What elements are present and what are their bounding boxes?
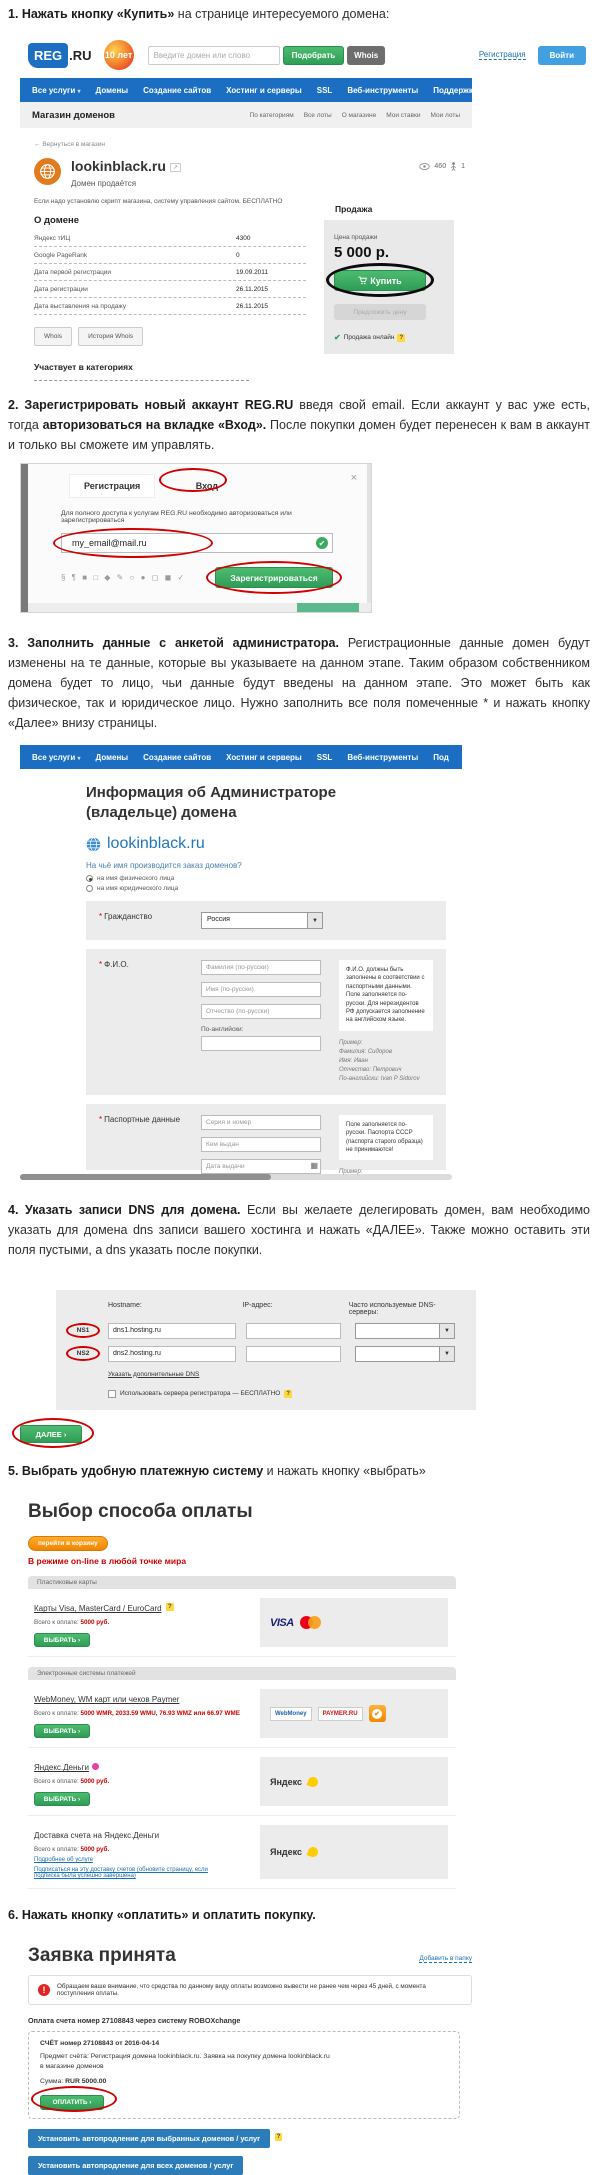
nav-item-domains[interactable]: Домены bbox=[95, 752, 129, 762]
method-yandex-money-link[interactable]: Яндекс.Деньги bbox=[34, 1763, 89, 1773]
example-line: Отчество: Петрович bbox=[339, 1066, 402, 1073]
table-row bbox=[34, 281, 306, 298]
domain-status: Домен продаётся bbox=[71, 179, 137, 188]
chevron-down-icon: ▾ bbox=[77, 755, 81, 762]
select-value bbox=[356, 1324, 439, 1338]
step2-text2: После покупки домен будет перенесен к вам в аккаунт и только вы сможете им управлять. bbox=[8, 418, 590, 452]
subnav-my-lots[interactable]: Мои лоты bbox=[430, 111, 460, 119]
service-details-link[interactable]: Подробнее об услуге bbox=[34, 1857, 94, 1864]
nav-item-domains[interactable]: Домены bbox=[95, 85, 129, 95]
ns1-dns-select[interactable] bbox=[355, 1323, 455, 1339]
total-label: Всего к оплате: bbox=[34, 1710, 79, 1718]
visa-logo: VISA bbox=[270, 1616, 294, 1629]
example-label: Пример: bbox=[339, 1039, 363, 1046]
yandex-logos bbox=[260, 1757, 448, 1806]
webmoney-logos bbox=[260, 1689, 448, 1738]
eye-icon bbox=[419, 163, 430, 170]
nav-item-all-services[interactable] bbox=[32, 86, 81, 95]
step5-bold: 5. Выбрать удобную платежную систему bbox=[8, 1464, 264, 1479]
step1-text bbox=[0, 0, 600, 30]
required-mark: * bbox=[99, 960, 103, 969]
step4-bold: 4. Указать записи DNS для домена. bbox=[8, 1202, 241, 1217]
registration-link[interactable]: Регистрация bbox=[478, 50, 526, 59]
domain-search-input[interactable] bbox=[148, 46, 280, 65]
step2-text1: введя свой email. Если аккаунт у вас уже есть, тогда bbox=[8, 398, 591, 432]
whois-header-button[interactable]: Whois bbox=[347, 46, 385, 65]
nav-item-support[interactable]: Поддержка bbox=[433, 85, 478, 95]
example-line: Имя: Иван bbox=[339, 1057, 368, 1064]
yandex-logo: Яндекс bbox=[270, 1776, 303, 1787]
screenshot-order-accepted bbox=[20, 1945, 590, 2175]
nav-item-hosting[interactable]: Хостинг и серверы bbox=[226, 85, 302, 95]
table-row bbox=[34, 247, 306, 264]
row-value: 4300 bbox=[236, 234, 251, 242]
nav-label: Все услуги bbox=[32, 752, 76, 762]
passport-section bbox=[86, 1104, 446, 1176]
firstname-input[interactable] bbox=[201, 982, 321, 997]
order-accepted-title: Заявка принята bbox=[28, 1945, 176, 1967]
email-input[interactable] bbox=[61, 533, 333, 553]
group-plastic-cards: Пластиковые карты bbox=[28, 1576, 456, 1589]
example-line: По-английски: Ivan P Sidorov bbox=[339, 1075, 420, 1082]
step1-rest: на странице интересуемого домена: bbox=[174, 7, 390, 21]
anniversary-badge: 10 лет bbox=[104, 40, 134, 70]
radio-company-label: на имя юридического лица bbox=[97, 885, 179, 892]
tab-login[interactable]: Вход bbox=[195, 481, 219, 491]
surname-input[interactable] bbox=[201, 960, 321, 975]
english-name-input[interactable] bbox=[201, 1036, 321, 1051]
guarantee-badge-icon: ✔ bbox=[369, 1705, 386, 1722]
radio-individual[interactable] bbox=[86, 875, 93, 882]
required-mark: * bbox=[99, 912, 103, 921]
payment-method-row bbox=[28, 1680, 456, 1748]
autorenew-selected-button[interactable]: Установить автопродление для выбранных доменов / услуг bbox=[28, 2129, 270, 2148]
nav-item-all-services[interactable] bbox=[32, 753, 81, 762]
globe-icon bbox=[86, 837, 101, 852]
payment-title: Выбор способа оплаты bbox=[28, 1501, 253, 1523]
regru-logo[interactable] bbox=[28, 43, 92, 68]
order-question: На чьё имя производится заказ доменов? bbox=[86, 861, 242, 870]
example-line: Фамилия: Сидоров bbox=[339, 1048, 392, 1055]
method-visa-link[interactable]: Карты Visa, MasterCard / EuroCard bbox=[34, 1604, 162, 1614]
dns-servers-header: Часто используемые DNS-серверы: bbox=[348, 1301, 436, 1316]
total-label: Всего к оплате: bbox=[34, 1778, 79, 1786]
citizenship-section bbox=[86, 901, 446, 940]
online-sale-label: Продажа онлайн bbox=[343, 334, 395, 341]
passport-issued-input[interactable] bbox=[201, 1137, 321, 1152]
nav-item-site-building[interactable]: Создание сайтов bbox=[143, 752, 212, 762]
back-arrow-icon: ← bbox=[34, 141, 41, 148]
main-nav bbox=[20, 745, 462, 769]
card-logos bbox=[260, 1598, 448, 1647]
find-domain-button[interactable]: Подобрать bbox=[283, 46, 345, 65]
sale-panel bbox=[324, 198, 454, 381]
radio-individual-label: на имя физического лица bbox=[97, 875, 175, 882]
calendar-icon[interactable]: ▦ bbox=[310, 1160, 318, 1170]
row-label: Дата выставления на продажу bbox=[34, 302, 127, 310]
subnav-by-categories[interactable]: По категориям bbox=[249, 111, 294, 119]
sale-tab[interactable]: Продажа bbox=[324, 198, 383, 220]
login-button[interactable]: Войти bbox=[538, 46, 586, 65]
passport-date-input[interactable] bbox=[201, 1159, 321, 1174]
subscribe-delivery-link[interactable]: Подписаться на эту доставку счетов (обновите страницу, если подписка была успешно завершена) bbox=[34, 1867, 208, 1880]
social-login-icons[interactable]: § ¶ ■ □ ◆ ✎ ○ ● ◻ ◼ ✓ bbox=[61, 573, 187, 582]
nav-item-site-building[interactable]: Создание сайтов bbox=[143, 85, 212, 95]
ns2-hostname-input[interactable] bbox=[108, 1346, 236, 1362]
choose-button[interactable]: ВЫБРАТЬ › bbox=[34, 1792, 90, 1806]
payment-method-row bbox=[28, 1589, 456, 1657]
ns2-dns-select[interactable] bbox=[355, 1346, 455, 1362]
add-dns-link[interactable]: Указать дополнительные DNS bbox=[108, 1370, 200, 1378]
total-label: Всего к оплате: bbox=[34, 1619, 79, 1627]
fio-section bbox=[86, 949, 446, 1095]
step3-text bbox=[0, 629, 600, 739]
screenshot-domain-page bbox=[20, 34, 590, 381]
whois-button[interactable]: Whois bbox=[34, 327, 72, 346]
back-to-store[interactable] bbox=[34, 141, 590, 148]
screenshot-admin-form bbox=[20, 745, 590, 1180]
step5-text bbox=[0, 1457, 600, 1487]
main-nav bbox=[20, 78, 478, 102]
warning-text: Обращаем ваше внимание, что средства по данному виду оплаты возможно вывести не ранее чем через 45 дней, с момента поступления оплаты. bbox=[57, 1983, 426, 1998]
seller-promo-text: Если надо установлю скрипт магазина, систему управления сайтом. БЕСПЛАТНО bbox=[34, 198, 283, 205]
nav-label: Все услуги bbox=[32, 85, 76, 95]
row-value: 19.09.2011 bbox=[236, 268, 269, 276]
row-value: 0 bbox=[236, 251, 240, 259]
sum-value: RUR 5000.00 bbox=[65, 2077, 107, 2085]
english-label: По-английски: bbox=[201, 1026, 244, 1033]
total-value: 5000 WMR, 2033.59 WMU, 76.93 WMZ или 66.97 WME bbox=[80, 1710, 240, 1718]
invoice-number-line: СЧЁТ номер 27108843 от 2016-04-14 bbox=[40, 2040, 160, 2048]
example-label: Пример: bbox=[339, 1169, 363, 1176]
person-icon bbox=[450, 162, 457, 171]
citizenship-select[interactable] bbox=[201, 912, 323, 929]
webmoney-logo: WebMoney bbox=[270, 1707, 312, 1721]
total-value: 5000 руб. bbox=[80, 1846, 110, 1854]
required-mark: * bbox=[99, 1114, 103, 1124]
question-badge[interactable]: ? bbox=[276, 2133, 281, 2140]
mastercard-logo bbox=[300, 1616, 322, 1630]
ns2-badge: NS2 bbox=[66, 1346, 100, 1361]
cart-icon bbox=[358, 276, 367, 285]
autorenew-all-button[interactable]: Установить автопродление для всех доменов / услуг bbox=[28, 2156, 243, 2175]
yandex-money-icon bbox=[92, 1763, 99, 1770]
step3-bold: 3. Заполнить данные с анкетой администратора. bbox=[8, 636, 339, 650]
invoice-subject: Предмет счёта: Регистрация домена lookinblack.ru. Заявка на покупку домена lookinblack.ru в магазине доменов bbox=[40, 2053, 330, 2071]
radio-company[interactable] bbox=[86, 885, 93, 892]
ns1-badge: NS1 bbox=[66, 1323, 100, 1338]
step6-text bbox=[0, 1901, 600, 1931]
row-label: Google PageRank bbox=[34, 251, 88, 259]
domain-name: lookinblack.ru bbox=[107, 835, 205, 852]
group-electronic: Электронные системы платежей bbox=[28, 1667, 456, 1680]
dropdown-arrow-icon[interactable]: ▼ bbox=[307, 913, 322, 928]
yandex-icon bbox=[307, 1775, 320, 1788]
paymer-logo: PAYMER.RU bbox=[318, 1707, 363, 1721]
buy-button[interactable] bbox=[334, 270, 426, 291]
fio-label: Ф.И.О. bbox=[104, 960, 129, 969]
step5-rest: и нажать кнопку «выбрать» bbox=[263, 1464, 426, 1479]
domain-header bbox=[34, 158, 590, 188]
modal-info-text: Для полного доступа к услугам REG.RU необходимо авторизоваться или зарегистрироваться bbox=[61, 510, 292, 524]
step1-bold: 1. Нажать кнопку «Купить» bbox=[8, 7, 175, 21]
nav-item-ssl[interactable]: SSL bbox=[316, 85, 333, 95]
row-value: 26.11.2015 bbox=[236, 285, 269, 293]
price-value: 5 000 р. bbox=[334, 244, 390, 261]
select-value bbox=[356, 1347, 439, 1361]
online-note: В режиме on-line в любой точке мира bbox=[28, 1556, 187, 1567]
row-label: Дата первой регистрации bbox=[34, 268, 112, 276]
nav-item-webtools[interactable]: Веб-инструменты bbox=[347, 85, 419, 95]
screenshot-payment-methods bbox=[20, 1501, 590, 1889]
step4-rest: Если вы желаете делегировать домен, вам необходимо указать для домена dns записи вашего хостинга и нажать «ДАЛЕЕ». Также можно оставить эти поля пустыми, а dns указать после покупки. bbox=[8, 1202, 590, 1257]
table-row bbox=[34, 264, 306, 281]
choose-button[interactable]: ВЫБРАТЬ › bbox=[34, 1633, 90, 1647]
categories-title: Участвует в категориях bbox=[34, 362, 249, 381]
register-button[interactable]: Зарегистрироваться bbox=[215, 567, 333, 588]
regru-logo-house: REG bbox=[28, 43, 68, 68]
question-badge[interactable]: ? bbox=[168, 1604, 172, 1610]
subnav-about-store[interactable]: О магазине bbox=[341, 111, 377, 119]
subnav-my-bids[interactable]: Мои ставки bbox=[386, 111, 421, 119]
row-value: 26.11.2015 bbox=[236, 302, 269, 310]
store-title: Магазин доменов bbox=[32, 109, 116, 121]
passport-help-text: Поле заполняется по-русски. Паспорта СССР (паспорта старого образца) не принимаются! bbox=[339, 1115, 433, 1161]
choose-button[interactable]: ВЫБРАТЬ › bbox=[34, 1724, 90, 1738]
views-count: 460 bbox=[434, 163, 447, 170]
patronymic-input[interactable] bbox=[201, 1004, 321, 1019]
yandex-logos bbox=[260, 1825, 448, 1879]
screenshot-register-modal bbox=[20, 463, 372, 613]
yandex-logo: Яндекс bbox=[270, 1847, 303, 1858]
subnav-all-lots[interactable]: Все лоты bbox=[303, 111, 332, 119]
pay-button[interactable]: ОПЛАТИТЬ › bbox=[40, 2095, 104, 2110]
method-invoice-delivery: Доставка счета на Яндекс.Деньги bbox=[34, 1831, 160, 1841]
admin-form-title: Информация об Администраторе (владельце) домена bbox=[86, 784, 337, 821]
close-icon[interactable]: × bbox=[350, 472, 357, 484]
globe-icon bbox=[34, 158, 61, 185]
ns1-hostname-input[interactable] bbox=[108, 1323, 236, 1339]
question-badge[interactable]: ? bbox=[399, 334, 404, 341]
ns1-ip-input[interactable] bbox=[246, 1323, 341, 1339]
step3-rest: Регистрационные данные домен будут изменены на те данные, которые вы указываете на данном этапе. Таким образом собственником домена будет то лицо, чьи данные будут введены на данном этапе. Это может быть как физическое, так и юридическое лицо. Нужно заполнить все поля помеченные * и нажать кнопку «Далее» внизу страницы. bbox=[8, 636, 591, 730]
screenshot-dns-form bbox=[20, 1290, 590, 1444]
yandex-icon bbox=[307, 1846, 320, 1859]
step4-text bbox=[0, 1196, 600, 1266]
store-subnav bbox=[20, 102, 472, 128]
hostname-header: Hostname: bbox=[108, 1301, 142, 1309]
dropdown-arrow-icon[interactable]: ▼ bbox=[439, 1347, 454, 1361]
site-header bbox=[20, 34, 590, 78]
dropdown-arrow-icon[interactable]: ▼ bbox=[439, 1324, 454, 1338]
use-registrar-checkbox[interactable] bbox=[108, 1390, 116, 1398]
visitors-count: 1 bbox=[461, 163, 465, 170]
price-label: Цена продажи bbox=[334, 234, 378, 241]
payment-method-row bbox=[28, 1816, 456, 1889]
step2-bold1: 2. Зарегистрировать новый аккаунт REG.RU bbox=[8, 398, 294, 412]
invoice-box bbox=[28, 2031, 460, 2119]
step2-bold2: авторизоваться на вкладке «Вход». bbox=[42, 418, 267, 432]
table-row bbox=[34, 230, 306, 247]
offer-price-button[interactable]: Предложить цену bbox=[334, 304, 426, 320]
step6-bold: 6. Нажать кнопку «оплатить» и оплатить покупку. bbox=[8, 1908, 316, 1923]
valid-check-icon: ✔ bbox=[316, 537, 328, 549]
citizenship-value: Россия bbox=[207, 916, 230, 923]
question-badge[interactable]: ? bbox=[286, 1390, 291, 1397]
passport-label: Паспортные данные bbox=[104, 1114, 181, 1124]
payment-system-line: Оплата счета номер 27108843 через систему ROBOXchange bbox=[28, 2016, 241, 2026]
fio-help-text: Ф.И.О. должны быть заполнены в соответствии с паспортными данными. Поле заполняется по-русски. Для нерезидентов РФ допускается заполнение на английском языке. bbox=[339, 960, 433, 1031]
check-icon: ✔ bbox=[334, 333, 341, 342]
passport-series-input[interactable] bbox=[201, 1115, 321, 1130]
citizenship-label: Гражданство bbox=[104, 912, 153, 921]
add-to-folder-link[interactable]: Добавить в папку bbox=[419, 1955, 472, 1963]
back-link[interactable]: Вернуться в магазин bbox=[42, 141, 105, 148]
nav-item-ssl[interactable]: SSL bbox=[316, 752, 333, 762]
page-background-strip bbox=[28, 603, 371, 612]
about-domain-title: О домене bbox=[34, 215, 80, 226]
regru-logo-ru: .RU bbox=[69, 47, 92, 63]
total-value: 5000 руб. bbox=[80, 1778, 110, 1786]
whois-history-button[interactable]: История Whois bbox=[78, 327, 143, 346]
row-label: Яндекс тИЦ bbox=[34, 234, 71, 242]
total-value: 5000 руб. bbox=[80, 1619, 110, 1627]
use-registrar-label: Использовать сервера регистратора — БЕСПЛАТНО bbox=[120, 1390, 281, 1398]
warning-box bbox=[28, 1975, 472, 2005]
domain-name: lookinblack.ru bbox=[71, 158, 166, 174]
payment-method-row bbox=[28, 1748, 456, 1816]
buy-button-label: Купить bbox=[370, 275, 402, 286]
method-webmoney-link[interactable]: WebMoney, WM карт или чеков Paymer bbox=[34, 1695, 180, 1705]
row-label: Дата регистрации bbox=[34, 285, 88, 293]
scrollbar-thumb[interactable] bbox=[20, 1174, 271, 1180]
next-button[interactable]: ДАЛЕЕ › bbox=[20, 1425, 82, 1443]
nav-item-webtools[interactable]: Веб-инструменты bbox=[347, 752, 419, 762]
table-row bbox=[34, 298, 306, 315]
step2-text bbox=[0, 391, 600, 461]
ns2-ip-input[interactable] bbox=[246, 1346, 341, 1362]
nav-item-hosting[interactable]: Хостинг и серверы bbox=[226, 752, 302, 762]
sum-label: Сумма: bbox=[40, 2077, 64, 2085]
exclamation-icon: ! bbox=[38, 1984, 50, 1996]
tab-registration[interactable]: Регистрация bbox=[69, 474, 155, 498]
domain-stats bbox=[419, 162, 465, 171]
background-button-fragment bbox=[297, 603, 359, 612]
chevron-down-icon: ▾ bbox=[77, 88, 81, 95]
nav-item-support[interactable]: Под bbox=[433, 752, 449, 762]
total-label: Всего к оплате: bbox=[34, 1846, 79, 1854]
external-link-icon[interactable]: ↗ bbox=[170, 163, 181, 172]
ip-header: IP-адрес: bbox=[242, 1301, 273, 1309]
go-to-cart-button[interactable]: перейти в корзину bbox=[28, 1536, 108, 1551]
